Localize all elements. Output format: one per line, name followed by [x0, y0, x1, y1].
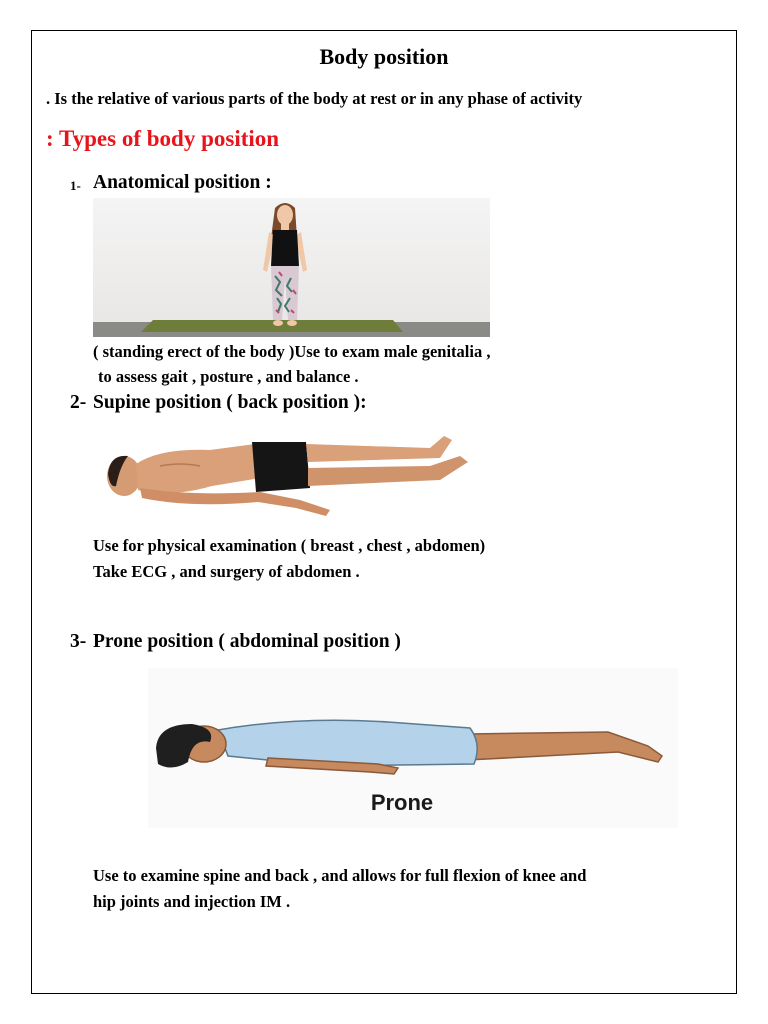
section-1-heading: Anatomical position : [93, 172, 272, 193]
section-1-desc-line-2: to assess gait , posture , and balance . [98, 367, 359, 386]
definition-text: . Is the relative of various parts of the body at rest or in any phase of activity [46, 89, 583, 108]
section-3-desc-line-1: Use to examine spine and back , and allows for full flexion of knee and [93, 866, 587, 885]
supine-man-illustration-icon [100, 426, 480, 522]
supine-position-illustration [100, 426, 480, 522]
section-1-desc-line-1: ( standing erect of the body )Use to exam male genitalia , [93, 342, 491, 361]
prone-figure-illustration-icon [148, 668, 678, 828]
section-3-heading: Prone position ( abdominal position ) [93, 631, 401, 652]
page-title: Body position [319, 44, 449, 69]
prone-position-illustration [148, 668, 678, 828]
standing-woman-photo-icon [93, 198, 490, 337]
section-3-number: 3- [70, 631, 87, 652]
section-1-number: 1- [70, 178, 81, 193]
section-2-heading: Supine position ( back position ): [93, 392, 367, 413]
section-2-desc-line-1: Use for physical examination ( breast , chest , abdomen) [93, 536, 486, 555]
types-heading: : Types of body position [46, 126, 280, 151]
prone-label: Prone [370, 790, 434, 815]
section-2-desc-line-2: Take ECG , and surgery of abdomen . [93, 562, 360, 581]
anatomical-position-photo [93, 198, 490, 337]
section-3-desc-line-2: hip joints and injection IM . [93, 892, 291, 911]
section-2-number: 2- [70, 392, 87, 413]
